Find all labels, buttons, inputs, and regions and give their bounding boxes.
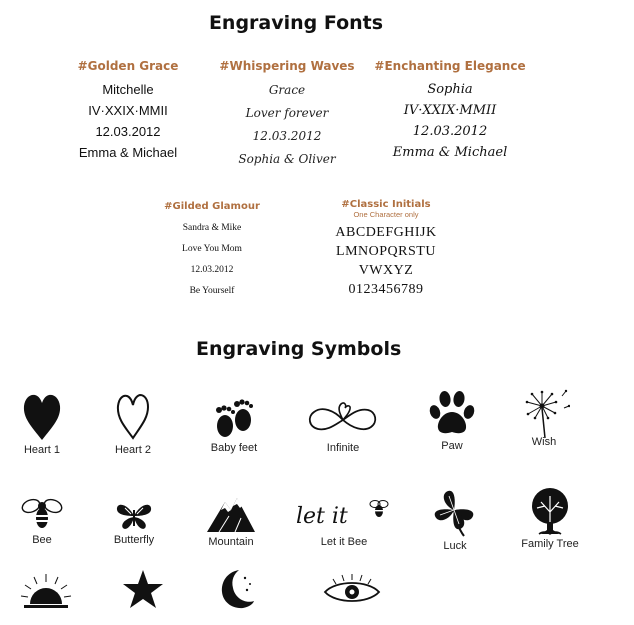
crescent-moon-icon xyxy=(217,568,255,610)
symbol-wish[interactable] xyxy=(512,388,576,448)
font-title: #Gilded Glamour xyxy=(164,201,260,212)
font-subtitle: One Character only xyxy=(353,210,419,219)
symbol-paw[interactable] xyxy=(420,390,484,452)
symbol-label: Infinite xyxy=(326,442,360,454)
small-bee-icon xyxy=(368,498,390,520)
bee-icon xyxy=(19,496,65,532)
symbol-label: Baby feet xyxy=(210,442,258,454)
font-sample: LMNOPQRSTU xyxy=(336,244,436,259)
symbol-sunrise[interactable] xyxy=(20,572,72,612)
symbol-butterfly[interactable] xyxy=(102,500,166,546)
symbol-label: Heart 1 xyxy=(23,444,61,456)
font-sample: ABCDEFGHIJK xyxy=(335,225,437,240)
symbol-luck[interactable] xyxy=(420,486,490,552)
heart-filled-icon xyxy=(21,392,63,442)
let-it-bee-art xyxy=(292,496,396,534)
symbol-label: Paw xyxy=(441,440,463,452)
font-sample: 12.03.2012 xyxy=(190,265,234,275)
font-golden-grace[interactable] xyxy=(58,59,198,163)
font-sample: IV·XXIX·MMII xyxy=(403,103,497,118)
dandelion-icon xyxy=(518,388,570,440)
symbol-label: Wish xyxy=(531,436,557,448)
symbol-star[interactable] xyxy=(120,568,166,610)
symbol-heart-2[interactable] xyxy=(103,392,163,456)
font-sample: Be Yourself xyxy=(189,286,235,296)
paw-icon xyxy=(427,390,477,438)
let-it-script: let it xyxy=(296,504,348,529)
font-sample: VWXYZ xyxy=(358,263,414,278)
font-sample: Love You Mom xyxy=(182,244,242,254)
font-sample: Mitchelle xyxy=(102,82,154,97)
symbol-mountain[interactable] xyxy=(198,494,264,548)
font-sample: 12.03.2012 xyxy=(252,129,322,143)
font-sample: 0123456789 xyxy=(348,282,424,297)
font-title: #Enchanting Elegance xyxy=(374,59,526,73)
font-whispering-waves[interactable] xyxy=(217,59,357,171)
font-sample: IV·XXIX·MMII xyxy=(88,103,168,118)
symbol-label: Bee xyxy=(32,534,52,546)
baby-feet-icon xyxy=(210,394,258,440)
font-sample: Grace xyxy=(268,83,306,97)
mountain-icon xyxy=(205,494,257,534)
font-sample: Lover forever xyxy=(245,106,329,120)
butterfly-icon xyxy=(114,500,154,532)
symbol-baby-feet[interactable] xyxy=(200,394,268,454)
font-sample: Sandra & Mike xyxy=(182,223,242,233)
fonts-heading: Engraving Fonts xyxy=(208,12,384,34)
tree-icon xyxy=(523,486,577,536)
font-sample: Emma & Michael xyxy=(78,145,178,160)
symbol-label: Let it Bee xyxy=(320,536,368,548)
symbol-moon[interactable] xyxy=(216,568,256,610)
font-sample: Sophia & Oliver xyxy=(238,152,336,166)
eye-icon xyxy=(322,572,382,610)
symbol-let-it-bee[interactable] xyxy=(292,496,396,548)
heart-outline-icon xyxy=(113,392,153,442)
font-title: #Classic Initials xyxy=(341,199,431,210)
sunrise-icon xyxy=(20,572,72,612)
symbol-family-tree[interactable] xyxy=(510,486,590,550)
font-sample: Emma & Michael xyxy=(392,145,508,160)
font-title: #Golden Grace xyxy=(77,59,179,73)
symbol-bee[interactable] xyxy=(14,496,70,546)
symbol-label: Butterfly xyxy=(113,534,155,546)
clover-icon xyxy=(430,486,480,538)
symbol-heart-1[interactable] xyxy=(12,392,72,456)
symbols-heading: Engraving Symbols xyxy=(196,338,402,360)
font-sample: 12.03.2012 xyxy=(95,124,161,139)
font-enchanting-elegance[interactable] xyxy=(370,59,530,163)
symbol-label: Luck xyxy=(443,540,467,552)
symbol-infinite[interactable] xyxy=(302,396,384,454)
symbol-label: Family Tree xyxy=(521,538,579,550)
font-gilded-glamour[interactable] xyxy=(152,201,272,302)
symbol-eye[interactable] xyxy=(320,572,384,610)
symbol-label: Mountain xyxy=(208,536,254,548)
symbol-label: Heart 2 xyxy=(114,444,152,456)
font-sample: 12.03.2012 xyxy=(412,124,488,139)
star-icon xyxy=(121,568,165,610)
font-title: #Whispering Waves xyxy=(219,59,355,73)
infinity-heart-icon xyxy=(304,396,382,440)
font-sample: Sophia xyxy=(427,82,473,97)
font-classic-initials[interactable] xyxy=(316,199,456,299)
